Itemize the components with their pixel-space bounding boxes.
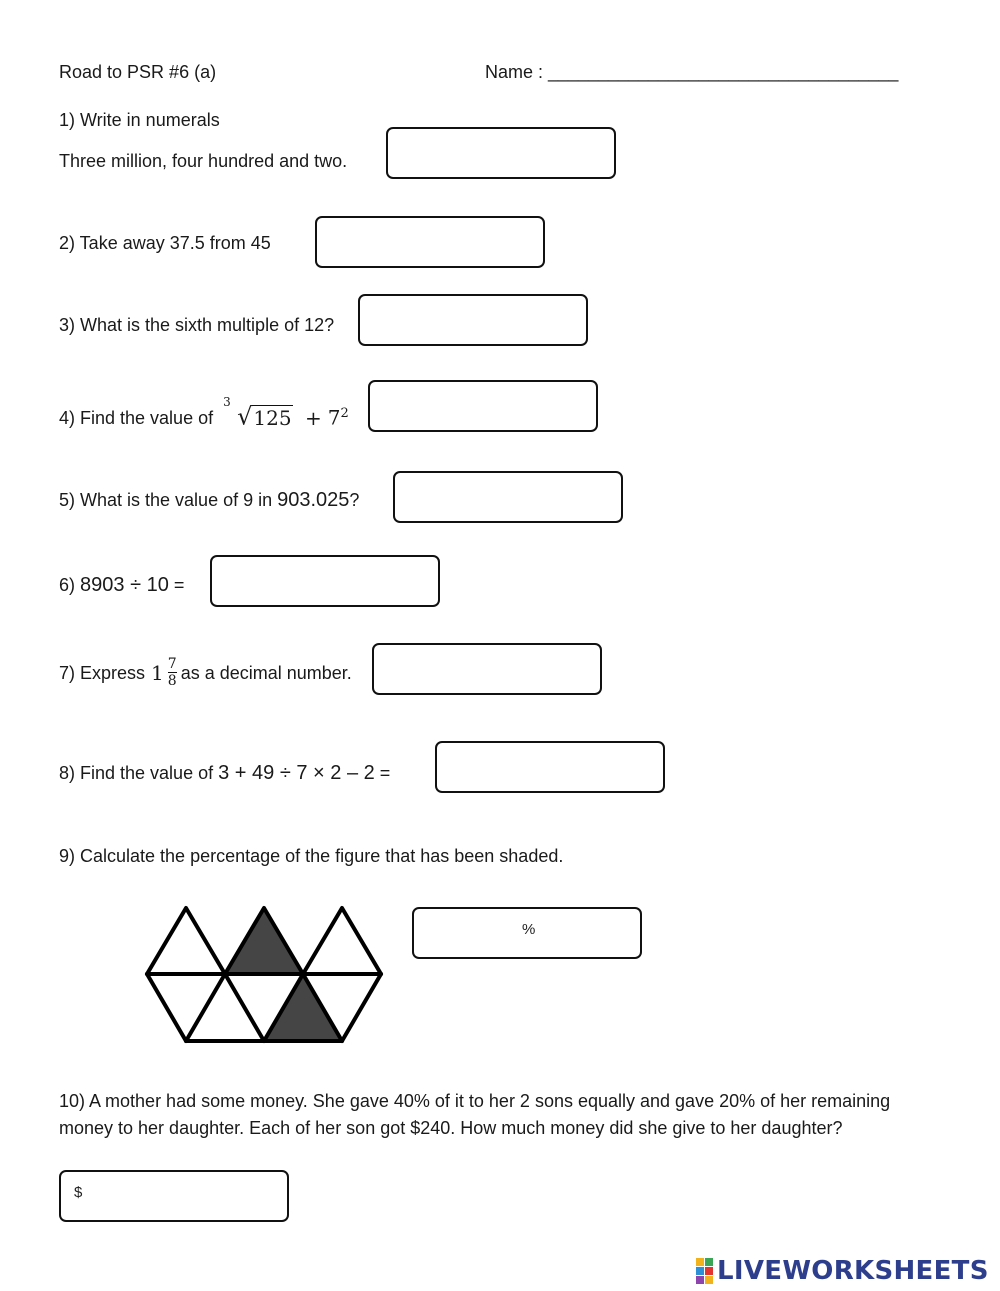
q10-answer-box[interactable]: [59, 1170, 289, 1222]
q3-prompt: 3) What is the sixth multiple of 12?: [59, 315, 335, 335]
q6-answer-box[interactable]: [210, 555, 440, 607]
liveworksheets-logo[interactable]: [696, 1256, 989, 1286]
q5-answer-box[interactable]: [393, 471, 623, 523]
logo-blocks-icon: [696, 1258, 713, 1284]
q8-prompt: 8) Find the value of 3 + 49 ÷ 7 × 2 – 2 =: [59, 762, 391, 784]
q1-instruction: 1) Write in numerals: [59, 110, 220, 130]
brand-name: LIVEWORKSHEETS: [717, 1256, 989, 1286]
q3-answer-box[interactable]: [358, 294, 588, 346]
q9-prompt: 9) Calculate the percentage of the figure that has been shaded.: [59, 846, 564, 866]
name-line: ___________________________________: [548, 62, 899, 82]
q10-prompt-line2: money to her daughter. Each of her son got $240. How much money did she give to her daughter?: [59, 1118, 843, 1138]
q6-prompt: 6) 8903 ÷ 10 =: [59, 574, 185, 596]
worksheet-title: Road to PSR #6 (a): [59, 62, 217, 82]
q10-prompt-line1: 10) A mother had some money. She gave 40% of it to her 2 sons equally and gave 20% of her remaining: [59, 1091, 891, 1111]
q9-answer-box[interactable]: [412, 907, 642, 959]
percent-unit: %: [522, 921, 536, 938]
q7-prompt: 7) Express 1 $\frac{7}{8}$ as a decimal number.: [59, 656, 352, 689]
q1-answer-box[interactable]: [386, 127, 616, 179]
shaded-triangle-bottom: [264, 974, 342, 1041]
shaded-triangle-top: [225, 908, 303, 974]
q7-answer-box[interactable]: [372, 643, 602, 695]
q4-prompt: 4) Find the value of 3 $√125 + 7^2$: [59, 395, 349, 431]
dollar-unit: $: [74, 1184, 83, 1201]
q4-expression: 3 $√125 + 7^2$: [223, 395, 349, 431]
q2-answer-box[interactable]: [315, 216, 545, 268]
q8-answer-box[interactable]: [435, 741, 665, 793]
name-label: Name : ___________________________________: [485, 62, 899, 82]
q4-answer-box[interactable]: [368, 380, 598, 432]
q2-prompt: 2) Take away 37.5 from 45: [59, 233, 271, 253]
q1-prompt: Three million, four hundred and two.: [59, 151, 348, 171]
triangle-figure: [140, 900, 390, 1050]
q7-fraction: $\frac{7}{8}$: [167, 656, 177, 689]
q5-prompt: 5) What is the value of 9 in 903.025?: [59, 489, 360, 511]
